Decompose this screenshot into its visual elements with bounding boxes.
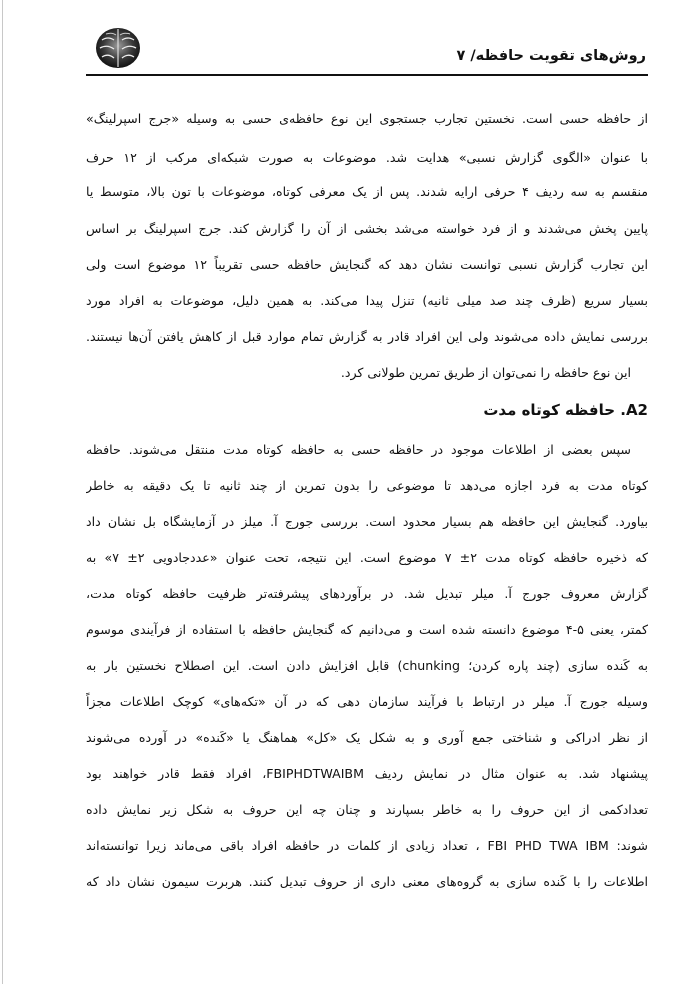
running-head: روش‌های تقویت حافظه/ ۷ bbox=[456, 48, 646, 64]
section-heading: A2. حافظه کوتاه مدت bbox=[483, 401, 648, 419]
text-line: این نوع حافظه را نمی‌توان از طریق تمرین طولانی کرد. bbox=[340, 365, 631, 380]
text-line: پیشنهاد شد. به عنوان مثال در نمایش ردیف FBIPHDTWAIBM، افراد فقط قادر خواهند بود bbox=[86, 766, 648, 781]
text-line: از حافظه حسی است. نخستین تجارب جستجوی این نوع حافظه‌ی حسی به وسیله «جرج اسپرلینگ» bbox=[86, 111, 648, 126]
text-line: که ذخیره حافظه کوتاه مدت ۲± ۷ موضوع است. این نتیجه، تحت عنوان «عددجادویی ۲± ۷» به bbox=[86, 550, 648, 565]
text-line: اطلاعات را با کَنده سازی به گروه‌های معنی داری از حروف تبدیل کنند. هربرت سیمون نشان داد که bbox=[86, 874, 648, 889]
text-line: سپس بعضی از اطلاعات موجود در حافظه حسی به حافظه کوتاه مدت منتقل می‌شوند. حافظه bbox=[86, 442, 631, 457]
text-line: کمتر، یعنی ۵-۴ موضوع دانسته شده است و می‌دانیم که گنجایش حافظه با استفاده از فرآیندی موسوم bbox=[86, 622, 648, 637]
text-line: بررسی نمایش داده می‌شوند ولی این افراد قادر به گزارش تمام موارد قبل از کاهش یافتن آن‌ها نیستند. bbox=[86, 329, 648, 344]
text-line: منقسم به سه ردیف ۴ حرفی ارایه شدند. پس از یک معرفی کوتاه، موضوعات با تون بالا، متوسط یا bbox=[86, 184, 648, 199]
text-line: بسیار سریع (ظرف چند صد میلی ثانیه) تنزل پیدا می‌کند. به همین دلیل، موضوعات به افراد مورد bbox=[86, 293, 648, 308]
brain-icon bbox=[94, 26, 142, 70]
page-edge bbox=[2, 0, 3, 984]
page-header bbox=[86, 26, 648, 76]
text-line: گزارش معروف جورج آ. میلر تبدیل شد. در برآوردهای پیشرفته‌تر ظرفیت حافظه کوتاه مدت، bbox=[86, 586, 648, 601]
text-line: با عنوان «الگوی گزارش نسبی» هدایت شد. موضوعات به صورت شبکه‌ای مرکب از ۱۲ حرف bbox=[86, 150, 648, 165]
text-line: این تجارب گزارش نسبی توانست نشان دهد که گنجایش حافظه حسی تقریباً ۱۲ موضوع است ولی bbox=[86, 257, 648, 272]
text-line: به کَنده سازی (چند پاره کردن؛ chunking) قابل افزایش دادن است. این اصطلاح نخستین بار به bbox=[86, 658, 648, 673]
text-line: پایین پخش می‌شدند و از فرد خواسته می‌شد بخشی از آن را گزارش کند. جرج اسپرلینگ بر اساس bbox=[86, 221, 648, 236]
text-line: تعدادکمی از این حروف را به خاطر بسپارند و چنان چه این حروف به شکل زیر نمایش داده bbox=[86, 802, 648, 817]
text-line: وسیله جورج آ. میلر در ارتباط با فرآیند سازمان دهی که در آن «تکه‌های» کوچک اطلاعات مجزاً bbox=[86, 694, 648, 709]
text-line: کوتاه مدت به فرد اجازه می‌دهد تا موضوعی را بدون تمرین از چند ثانیه تا یک دقیقه به خاطر bbox=[86, 478, 648, 493]
text-line: شوند: FBI PHD TWA IBM ، تعداد زیادی از کلمات در حافظه افراد باقی می‌ماند زیرا توانسته‌اند bbox=[86, 838, 648, 853]
header-rule bbox=[86, 74, 648, 76]
text-line: بیاورد. گنجایش این حافظه هم بسیار محدود است. بررسی جورج آ. میلز در آزمایشگاه بل نشان داد bbox=[86, 514, 648, 529]
text-line: از نظر ادراکی و شناختی جمع آوری و به شکل یک «کل» هماهنگ یا «کَنده» در آورده می‌شوند bbox=[86, 730, 648, 745]
